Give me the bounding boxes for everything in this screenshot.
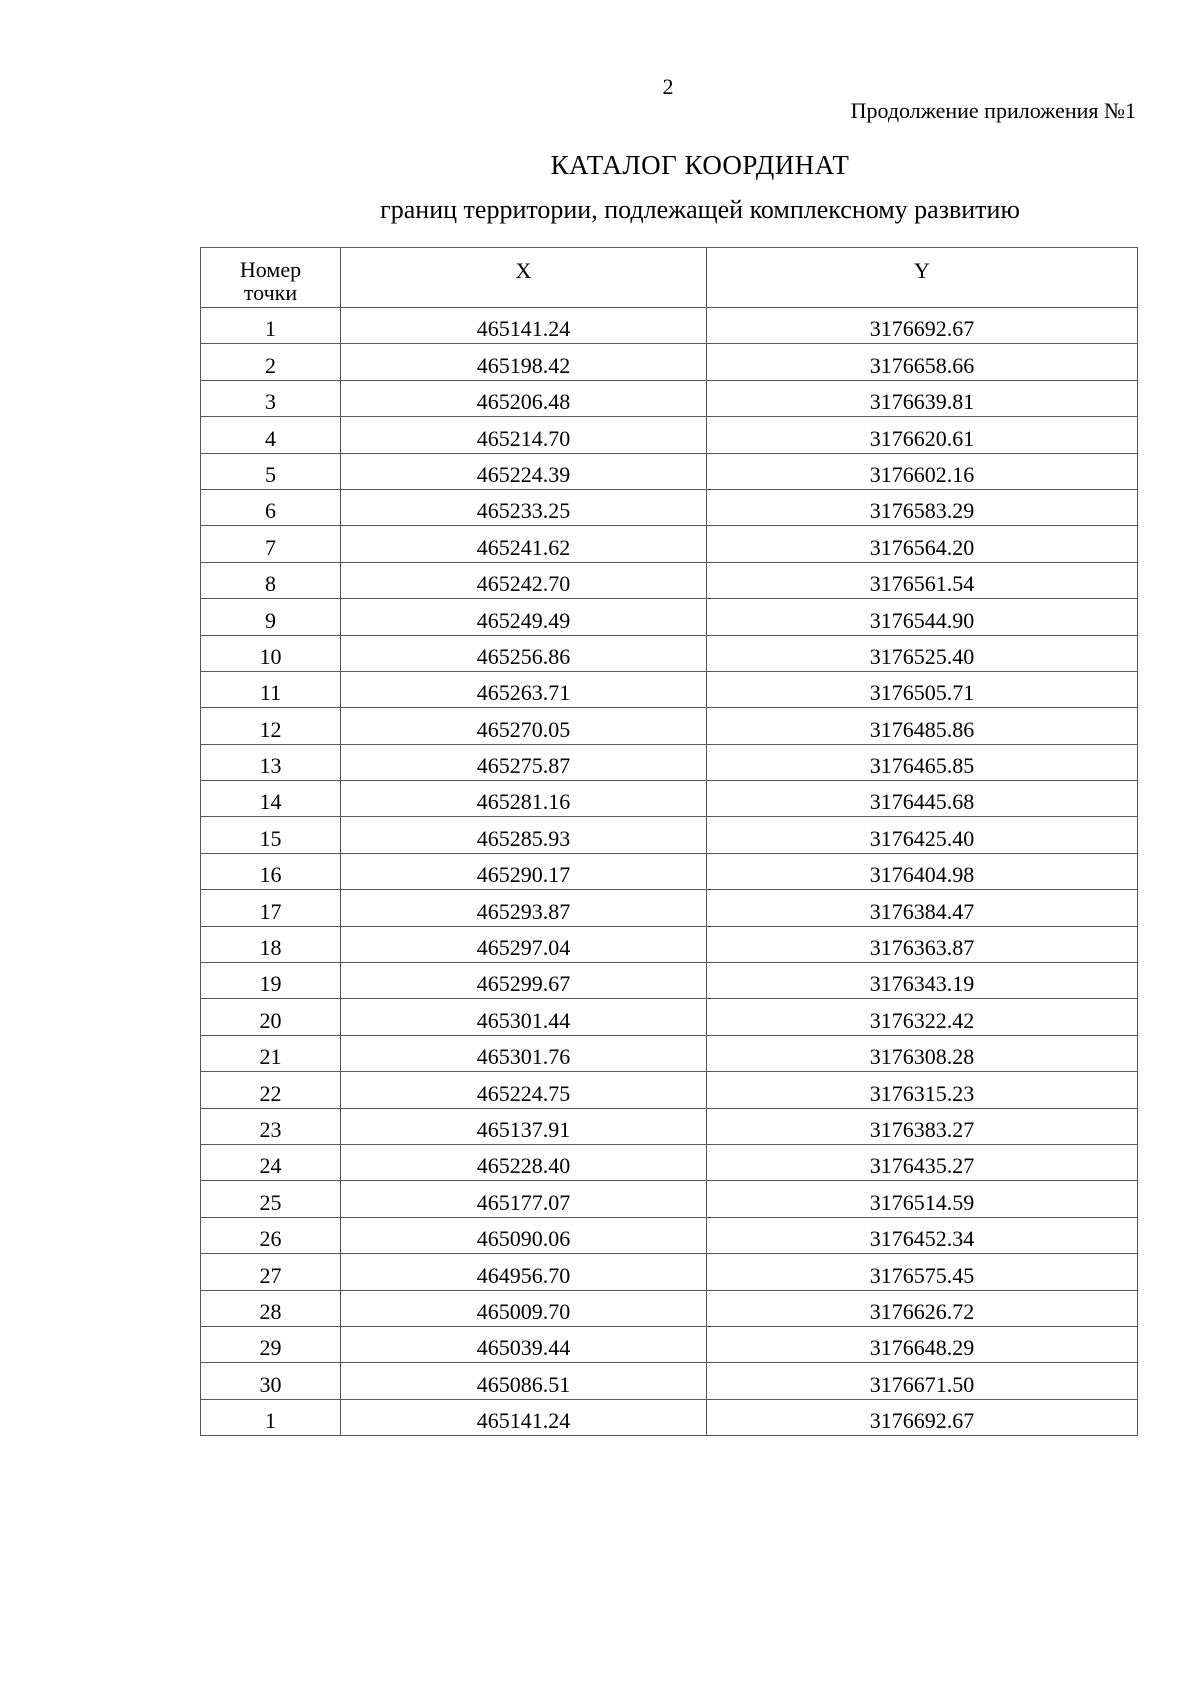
y-coordinate-cell: 3176404.98 (707, 853, 1138, 889)
x-coordinate-cell: 464956.70 (341, 1254, 707, 1290)
x-coordinate-cell: 465198.42 (341, 344, 707, 380)
page-number: 2 (662, 74, 674, 99)
table-row (201, 1072, 1138, 1108)
table-row (201, 1181, 1138, 1217)
point-number-cell: 13 (201, 744, 341, 780)
point-number-cell: 5 (201, 453, 341, 489)
y-coordinate-cell: 3176575.45 (707, 1254, 1138, 1290)
y-coordinate-cell: 3176692.67 (707, 308, 1138, 344)
point-number-cell: 25 (201, 1181, 341, 1217)
point-number-cell: 17 (201, 890, 341, 926)
table-row (201, 999, 1138, 1035)
point-number-cell: 20 (201, 999, 341, 1035)
point-number-cell: 30 (201, 1363, 341, 1399)
table-row (201, 926, 1138, 962)
table-row (201, 489, 1138, 525)
x-coordinate-cell: 465090.06 (341, 1217, 707, 1253)
table-row (201, 1326, 1138, 1362)
x-coordinate-cell: 465263.71 (341, 671, 707, 707)
point-number-cell: 22 (201, 1072, 341, 1108)
table-row (201, 890, 1138, 926)
table-row (201, 1254, 1138, 1290)
y-coordinate-cell: 3176505.71 (707, 671, 1138, 707)
point-number-cell: 29 (201, 1326, 341, 1362)
table-row (201, 562, 1138, 598)
x-coordinate-cell: 465281.16 (341, 781, 707, 817)
point-number-cell: 8 (201, 562, 341, 598)
point-number-cell: 27 (201, 1254, 341, 1290)
point-number-cell: 3 (201, 380, 341, 416)
table-row (201, 671, 1138, 707)
point-number-cell: 23 (201, 1108, 341, 1144)
point-number-cell: 15 (201, 817, 341, 853)
y-coordinate-cell: 3176658.66 (707, 344, 1138, 380)
x-coordinate-cell: 465241.62 (341, 526, 707, 562)
y-coordinate-cell: 3176544.90 (707, 599, 1138, 635)
x-coordinate-cell: 465256.86 (341, 635, 707, 671)
table-row (201, 1290, 1138, 1326)
point-number-cell: 2 (201, 344, 341, 380)
y-coordinate-cell: 3176425.40 (707, 817, 1138, 853)
column-header-y: Y (707, 248, 1138, 308)
x-coordinate-cell: 465224.39 (341, 453, 707, 489)
point-number-cell: 28 (201, 1290, 341, 1326)
table-row (201, 1108, 1138, 1144)
point-number-cell: 9 (201, 599, 341, 635)
x-coordinate-cell: 465275.87 (341, 744, 707, 780)
x-coordinate-cell: 465301.76 (341, 1035, 707, 1071)
table-row (201, 1217, 1138, 1253)
table-row (201, 417, 1138, 453)
y-coordinate-cell: 3176514.59 (707, 1181, 1138, 1217)
table-row (201, 453, 1138, 489)
x-coordinate-cell: 465177.07 (341, 1181, 707, 1217)
y-coordinate-cell: 3176308.28 (707, 1035, 1138, 1071)
point-number-cell: 21 (201, 1035, 341, 1071)
table-row (201, 344, 1138, 380)
x-coordinate-cell: 465206.48 (341, 380, 707, 416)
point-number-cell: 18 (201, 926, 341, 962)
column-header-point-number: Номер точки (201, 248, 341, 308)
x-coordinate-cell: 465270.05 (341, 708, 707, 744)
point-number-cell: 26 (201, 1217, 341, 1253)
y-coordinate-cell: 3176648.29 (707, 1326, 1138, 1362)
y-coordinate-cell: 3176384.47 (707, 890, 1138, 926)
table-row (201, 817, 1138, 853)
y-coordinate-cell: 3176564.20 (707, 526, 1138, 562)
table-row (201, 1144, 1138, 1180)
x-coordinate-cell: 465141.24 (341, 308, 707, 344)
table-row (201, 1363, 1138, 1399)
x-coordinate-cell: 465285.93 (341, 817, 707, 853)
y-coordinate-cell: 3176525.40 (707, 635, 1138, 671)
y-coordinate-cell: 3176435.27 (707, 1144, 1138, 1180)
table-body (201, 308, 1138, 1436)
y-coordinate-cell: 3176561.54 (707, 562, 1138, 598)
table-row (201, 380, 1138, 416)
point-number-cell: 4 (201, 417, 341, 453)
table-row (201, 1035, 1138, 1071)
appendix-note: Продолжение приложения №1 (850, 98, 1136, 123)
document-subtitle: границ территории, подлежащей комплексному развитию (380, 195, 1020, 224)
x-coordinate-cell: 465297.04 (341, 926, 707, 962)
table-row (201, 599, 1138, 635)
table-row (201, 308, 1138, 344)
y-coordinate-cell: 3176639.81 (707, 380, 1138, 416)
x-coordinate-cell: 465249.49 (341, 599, 707, 635)
table-row (201, 963, 1138, 999)
x-coordinate-cell: 465141.24 (341, 1399, 707, 1435)
x-coordinate-cell: 465301.44 (341, 999, 707, 1035)
point-number-cell: 1 (201, 308, 341, 344)
x-coordinate-cell: 465224.75 (341, 1072, 707, 1108)
point-number-cell: 14 (201, 781, 341, 817)
point-number-cell: 12 (201, 708, 341, 744)
point-number-cell: 16 (201, 853, 341, 889)
x-coordinate-cell: 465242.70 (341, 562, 707, 598)
y-coordinate-cell: 3176445.68 (707, 781, 1138, 817)
table-header-row (201, 248, 1138, 308)
coordinates-table (200, 247, 1138, 1436)
y-coordinate-cell: 3176620.61 (707, 417, 1138, 453)
y-coordinate-cell: 3176671.50 (707, 1363, 1138, 1399)
column-header-x: X (341, 248, 707, 308)
point-number-cell: 7 (201, 526, 341, 562)
y-coordinate-cell: 3176322.42 (707, 999, 1138, 1035)
y-coordinate-cell: 3176602.16 (707, 453, 1138, 489)
y-coordinate-cell: 3176363.87 (707, 926, 1138, 962)
y-coordinate-cell: 3176626.72 (707, 1290, 1138, 1326)
x-coordinate-cell: 465039.44 (341, 1326, 707, 1362)
y-coordinate-cell: 3176452.34 (707, 1217, 1138, 1253)
y-coordinate-cell: 3176583.29 (707, 489, 1138, 525)
point-number-cell: 11 (201, 671, 341, 707)
table-row (201, 1399, 1138, 1435)
y-coordinate-cell: 3176315.23 (707, 1072, 1138, 1108)
x-coordinate-cell: 465233.25 (341, 489, 707, 525)
point-number-cell: 6 (201, 489, 341, 525)
y-coordinate-cell: 3176383.27 (707, 1108, 1138, 1144)
x-coordinate-cell: 465228.40 (341, 1144, 707, 1180)
point-number-cell: 19 (201, 963, 341, 999)
y-coordinate-cell: 3176343.19 (707, 963, 1138, 999)
point-number-cell: 10 (201, 635, 341, 671)
x-coordinate-cell: 465299.67 (341, 963, 707, 999)
table-row (201, 853, 1138, 889)
x-coordinate-cell: 465293.87 (341, 890, 707, 926)
y-coordinate-cell: 3176692.67 (707, 1399, 1138, 1435)
x-coordinate-cell: 465009.70 (341, 1290, 707, 1326)
x-coordinate-cell: 465137.91 (341, 1108, 707, 1144)
table-row (201, 744, 1138, 780)
point-number-cell: 1 (201, 1399, 341, 1435)
table-row (201, 781, 1138, 817)
x-coordinate-cell: 465290.17 (341, 853, 707, 889)
table-row (201, 635, 1138, 671)
y-coordinate-cell: 3176485.86 (707, 708, 1138, 744)
x-coordinate-cell: 465086.51 (341, 1363, 707, 1399)
x-coordinate-cell: 465214.70 (341, 417, 707, 453)
document-title: КАТАЛОГ КООРДИНАТ (550, 150, 850, 180)
table-row (201, 708, 1138, 744)
table-row (201, 526, 1138, 562)
point-number-cell: 24 (201, 1144, 341, 1180)
y-coordinate-cell: 3176465.85 (707, 744, 1138, 780)
